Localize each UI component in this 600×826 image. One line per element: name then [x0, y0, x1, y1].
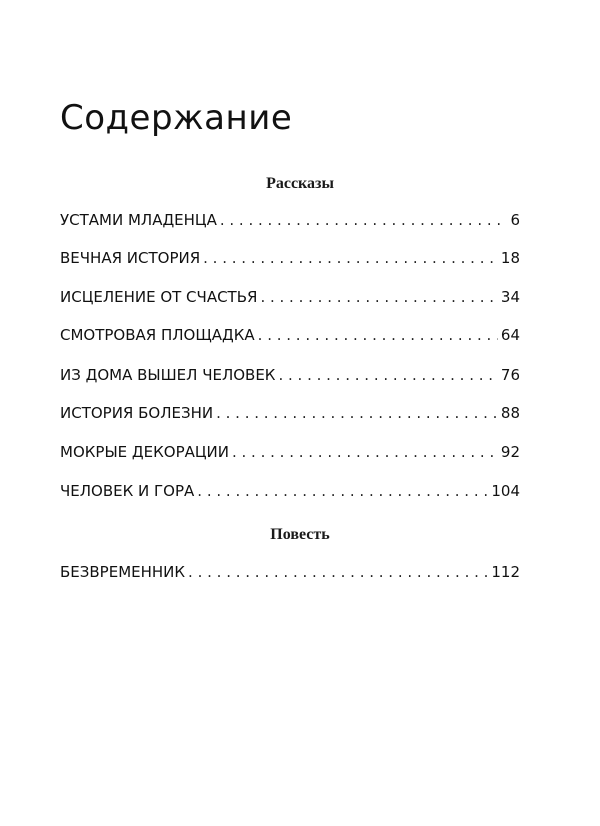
section-heading-stories: Рассказы	[266, 175, 334, 192]
dot-leader	[203, 249, 498, 267]
toc-entry	[60, 482, 520, 506]
dot-leader	[188, 563, 488, 581]
toc-entry-title: УСТАМИ МЛАДЕНЦА	[60, 211, 217, 229]
toc-entry-page: 104	[491, 482, 520, 500]
toc-entry-page: 34	[500, 288, 520, 306]
toc-entry-page: 76	[500, 366, 520, 384]
dot-leader	[197, 482, 488, 500]
dot-leader	[260, 288, 497, 306]
toc-entry-title: ИСТОРИЯ БОЛЕЗНИ	[60, 404, 214, 422]
toc-entry-page: 6	[510, 211, 520, 229]
dot-leader	[232, 443, 498, 461]
toc-entry-page: 64	[500, 326, 520, 344]
toc-entry-title: ИСЦЕЛЕНИЕ ОТ СЧАСТЬЯ	[60, 288, 258, 306]
toc-entry-title: ВЕЧНАЯ ИСТОРИЯ	[60, 249, 201, 267]
dot-leader	[278, 366, 497, 384]
toc-entry	[60, 326, 520, 350]
toc-entry-title: БЕЗВРЕМЕННИК	[60, 563, 186, 581]
toc-entry-title: СМОТРОВАЯ ПЛОЩАДКА	[60, 326, 255, 344]
toc-entry	[60, 443, 520, 467]
toc-entry-title: ЧЕЛОВЕК И ГОРА	[60, 482, 195, 500]
toc-entry	[60, 249, 520, 273]
toc-entry-page: 18	[500, 249, 520, 267]
section-heading-novella: Повесть	[270, 526, 330, 543]
toc-entry-title: МОКРЫЕ ДЕКОРАЦИИ	[60, 443, 229, 461]
toc-entry-title: ИЗ ДОМА ВЫШЕЛ ЧЕЛОВЕК	[60, 366, 276, 384]
page-title: Содержание	[60, 98, 293, 138]
toc-entry	[60, 563, 520, 587]
toc-entry-page: 112	[491, 563, 520, 581]
dot-leader	[216, 404, 498, 422]
dot-leader	[220, 211, 508, 229]
toc-entry	[60, 211, 520, 235]
toc-entry-page: 88	[500, 404, 520, 422]
toc-entry	[60, 366, 520, 390]
toc-entry	[60, 288, 520, 312]
dot-leader	[258, 326, 498, 344]
toc-entry-page: 92	[500, 443, 520, 461]
toc-entry	[60, 404, 520, 428]
